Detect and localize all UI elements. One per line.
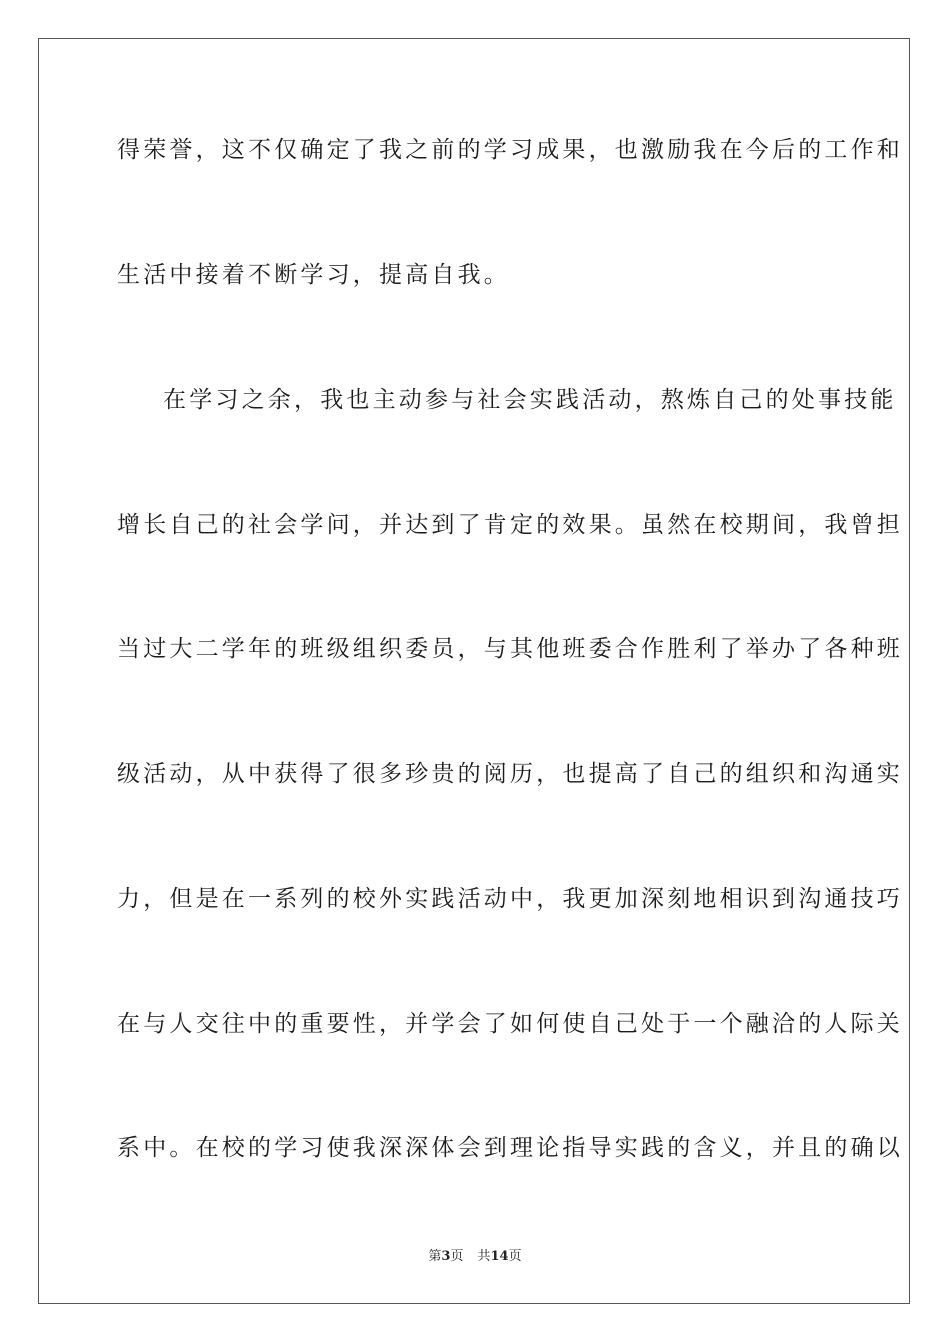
body-text-line: 在与人交往中的重要性，并学会了如何使自己处于一个融洽的人际关: [117, 1011, 903, 1037]
body-text-line: 级活动，从中获得了很多珍贵的阅历，也提高了自己的组织和沟通实: [117, 761, 903, 787]
total-page-count: 14: [490, 1249, 509, 1264]
total-suffix: 页: [508, 1249, 522, 1264]
paragraph-first-line: 在学习之余，我也主动参与社会实践活动，熬炼自己的处事技能: [163, 387, 897, 413]
body-text-line: 得荣誉，这不仅确定了我之前的学习成果，也激励我在今后的工作和: [117, 137, 903, 163]
page-border: [38, 38, 910, 1304]
page-footer: [0, 1248, 950, 1266]
current-page-number: 3: [441, 1249, 451, 1264]
page-suffix: 页: [450, 1249, 464, 1264]
total-prefix: 共: [477, 1249, 491, 1264]
body-text-line: 系中。在校的学习使我深深体会到理论指导实践的含义，并且的确以: [117, 1135, 903, 1161]
body-text-line: 当过大二学年的班级组织委员，与其他班委合作胜利了举办了各种班: [117, 636, 903, 662]
body-text-line: 生活中接着不断学习，提高自我。: [117, 262, 510, 288]
body-text-line: 力，但是在一系列的校外实践活动中，我更加深刻地相识到沟通技巧: [117, 886, 903, 912]
body-text-line: 增长自己的社会学问，并达到了肯定的效果。虽然在校期间，我曾担: [117, 512, 903, 538]
page-prefix: 第: [428, 1249, 442, 1264]
